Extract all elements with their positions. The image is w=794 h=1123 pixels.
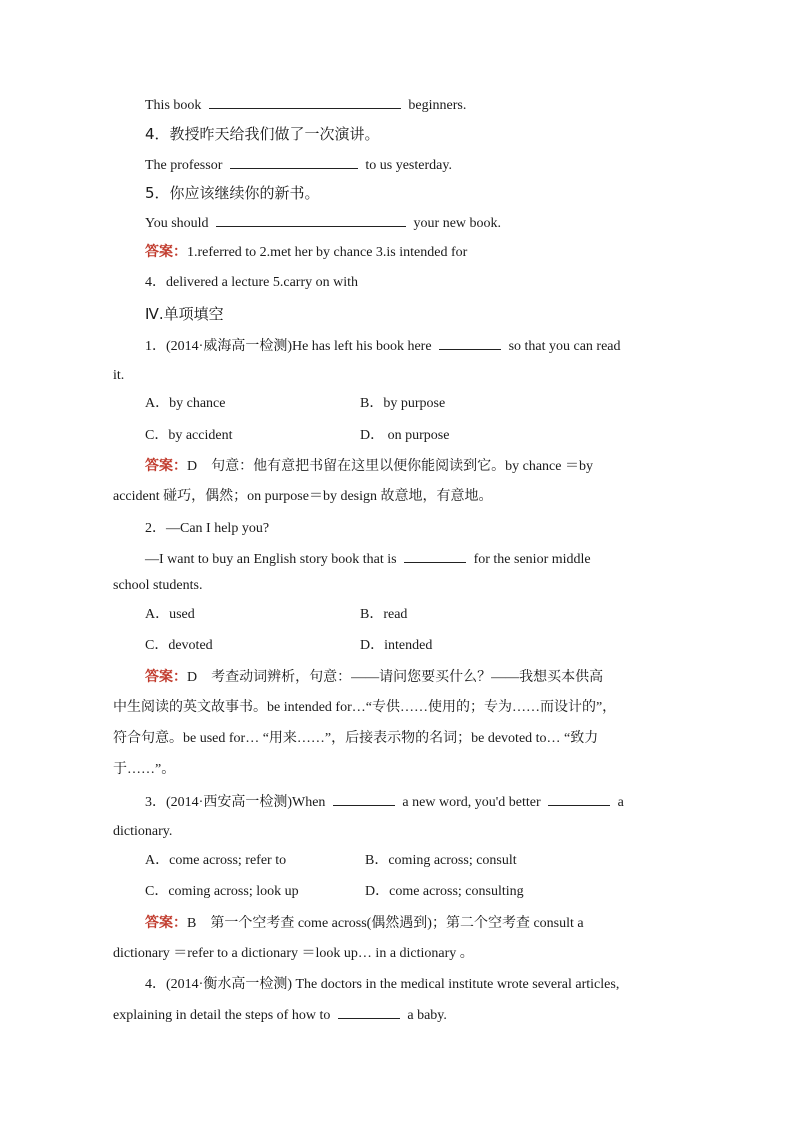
q1-option-c: C．by accident [145,428,233,443]
blank [333,793,395,806]
sentence-3 [145,96,466,115]
q1-option-d: D． on purpose [360,428,450,443]
question-5-chinese: 5．你应该继续你的新书。 [145,184,320,202]
answer-label: 答案： [145,458,187,474]
q1-answer-line1 [145,457,593,476]
answer-label: 答案： [145,669,187,685]
q3-answer-line1 [145,914,584,933]
q2-option-a: A．used [145,607,195,622]
sentence-4-post: to us yesterday. [365,158,452,173]
blank [230,156,358,169]
q2-answer-line4: 于……”。 [113,762,176,777]
question-2-cont: school students. [113,578,203,593]
q3-answer-line2: dictionary ＝refer to a dictionary ＝look up… in a dictionary 。 [113,946,474,961]
sentence-4 [145,156,452,175]
sentence-5-pre: You should [145,216,209,231]
q2-option-b: B．read [360,607,408,622]
q3-option-d: D．come across; consulting [365,884,524,899]
sentence-4-pre: The professor [145,158,223,173]
answer-text: D 句意：他有意把书留在这里以便你能阅读到它。by chance ＝by [187,459,593,474]
question-4-line1: 4．(2014·衡水高一检测) The doctors in the medical institute wrote several articles, [145,977,620,992]
blank [338,1006,400,1019]
q1-answer-line2: accident 碰巧，偶然；on purpose＝by design 故意地，有意地。 [113,489,493,504]
sentence-3-post: beginners. [408,98,467,113]
question-4-line2 [113,1006,447,1025]
question-4-chinese: 4．教授昨天给我们做了一次演讲。 [145,125,380,143]
question-3 [145,793,624,812]
question-3-pre: 3．(2014·西安高一检测)When [145,795,326,810]
q2-answer-line2: 中生阅读的英文故事书。be intended for…“专供……使用的；专为……而设计的”， [113,700,617,715]
question-4-post: a baby. [407,1008,447,1023]
answer-section3-line1 [145,243,467,262]
answer-label: 答案： [145,915,187,931]
q3-option-a: A．come across; refer to [145,853,287,868]
q2-option-d: D．intended [360,638,433,653]
question-3-post: a [617,795,624,810]
q3-option-c: C．coming across; look up [145,884,299,899]
sentence-5-post: your new book. [413,216,502,231]
q1-option-b: B．by purpose [360,396,446,411]
blank [216,214,406,227]
sentence-3-pre: This book [145,98,202,113]
question-4-pre: explaining in detail the steps of how to [113,1008,331,1023]
question-2-pre: —I want to buy an English story book that is [145,552,397,567]
blank [209,96,401,109]
q3-option-b: B．coming across; consult [365,853,517,868]
question-1-post: so that you can read [508,339,621,354]
answer-section3-line2: 4．delivered a lecture 5.carry on with [145,275,359,290]
question-1 [145,337,621,356]
q1-option-a: A．by chance [145,396,226,411]
section-heading: Ⅳ.单项填空 [145,305,224,323]
question-2-post: for the senior middle [473,552,591,567]
question-2-line2 [145,550,591,569]
question-1-cont: it. [113,368,125,383]
blank [548,793,610,806]
question-2-line1: 2．—Can I help you? [145,521,270,536]
question-3-cont: dictionary. [113,824,173,839]
answer-text: B 第一个空考查 come across(偶然遇到)；第二个空考查 consult a [187,916,584,931]
answer-label: 答案： [145,244,187,260]
question-1-pre: 1．(2014·威海高一检测)He has left his book here [145,339,432,354]
q2-option-c: C．devoted [145,638,213,653]
blank [404,550,466,563]
answer-text: D 考查动词辨析，句意：——请问您要买什么？——我想买本供高 [187,670,604,685]
q2-answer-line1 [145,668,603,687]
question-3-mid: a new word, you'd better [402,795,541,810]
sentence-5 [145,214,501,233]
q2-answer-line3: 符合句意。be used for… “用来……”，后接表示物的名词；be devoted to… “致力 [113,731,599,746]
blank [439,337,501,350]
answer-text: 1.referred to 2.met her by chance 3.is intended for [187,245,468,260]
